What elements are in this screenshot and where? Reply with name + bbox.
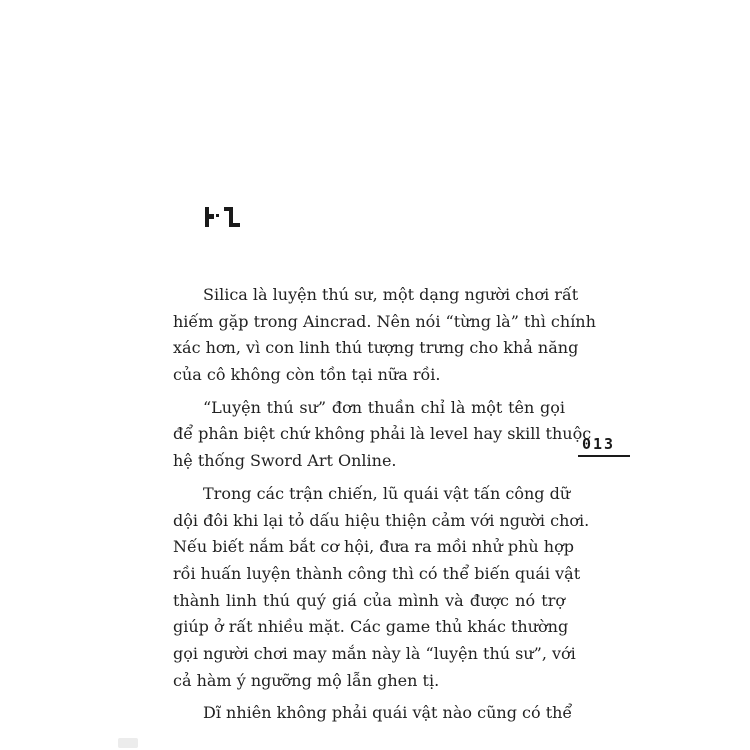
text-line: cả hàm ý ngưỡng mộ lẫn ghen tị. (173, 670, 440, 690)
text-line: “Luyện thú sư” đơn thuần chỉ là một tên gọi (203, 397, 565, 417)
paragraph-4 (173, 700, 573, 727)
text-line: xác hơn, vì con linh thú tượng trưng cho khả năng (173, 338, 579, 358)
text-line: rồi huấn luyện thành công thì có thể biến quái vật (173, 563, 581, 583)
text-line: hệ thống Sword Art Online. (173, 451, 397, 471)
paragraph-2 (173, 395, 592, 475)
text-line: dội đôi khi lại tỏ dấu hiệu thiện cảm với người chơi. (173, 510, 590, 530)
text-line: giúp ở rất nhiều mặt. Các game thủ khác thường (173, 617, 569, 637)
chapter-body-text (173, 282, 596, 733)
text-line: để phân biệt chứ không phải là level hay skill thuộc (173, 424, 592, 444)
text-line: thành linh thú quý giá của mình và được nó trợ (173, 590, 565, 610)
page-number-rule (578, 455, 630, 457)
text-line: Dĩ nhiên không phải quái vật nào cũng có thể (203, 703, 573, 723)
text-line: gọi người chơi may mắn này là “luyện thú sư”, với (173, 643, 576, 663)
chapter-number-glyph (203, 206, 243, 228)
page-number: 013 (582, 435, 616, 453)
paragraph-1 (173, 282, 596, 389)
text-line: Silica là luyện thú sư, một dạng người chơi rất (203, 285, 579, 304)
text-line: của cô không còn tồn tại nữa rồi. (173, 365, 441, 385)
text-line: hiếm gặp trong Aincrad. Nên nói “từng là” thì chính (173, 311, 596, 331)
text-line: Trong các trận chiến, lũ quái vật tấn công dữ (203, 483, 571, 503)
text-line: Nếu biết nắm bắt cơ hội, đưa ra mồi nhử phù hợp (173, 537, 574, 557)
scan-artifact (118, 738, 138, 748)
paragraph-3 (173, 481, 590, 695)
